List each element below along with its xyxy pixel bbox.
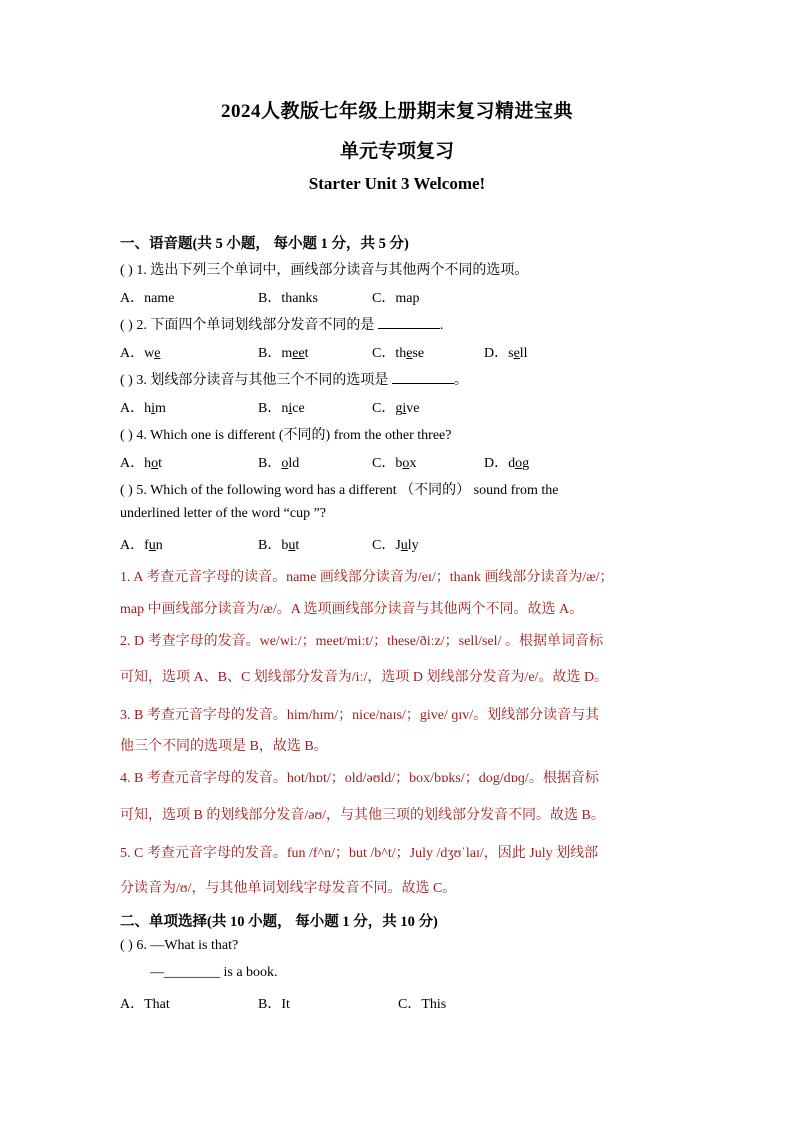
q2-option-b: B．meet [258,346,309,361]
answer-line: 他三个不同的选项是 B，故选 B。 [120,739,328,754]
answer-line: map 中画线部分读音为/æ/。A 选项画线部分读音与其他两个不同。故选 A。 [120,602,584,617]
q1-option-b: B．thanks [258,291,318,306]
question-4-stem: ( ) 4. Which one is different (不同的) from the other three? [120,428,452,443]
answer-line: 2. D 考查字母的发音。we/wiː/；meet/miːt/；these/ðiːz/；sell/sel/ 。根据单词音标 [120,634,603,649]
q6-option-c: C．This [398,997,447,1012]
question-6-line2: —________ is a book. [150,965,278,980]
question-5-stem-line1: ( ) 5. Which of the following word has a different （不同的） sound from the [120,483,559,498]
section-heading-phonetics: 一、语音题(共 5 小题， 每小题 1 分，共 5 分) [120,236,409,252]
q5-option-c: C．July [372,538,419,553]
unit-title: Starter Unit 3 Welcome! [308,174,486,193]
q2-option-d: D．sell [484,346,528,361]
question-3-stem [120,369,468,389]
question-5-stem-line2: underlined letter of the word “cup ”? [120,506,327,521]
q3-stem-text: ( ) 3. 划线部分读音与其他三个不同的选项是 [120,373,392,388]
q2-stem-end: . [439,318,444,333]
document-title: 2024人教版七年级上册期末复习精进宝典 [220,101,573,122]
q3-option-a: A．him [120,401,166,416]
question-6-stem: ( ) 6. —What is that? [120,938,239,953]
q3-answer-blank [392,371,454,384]
q1-option-c: C．map [372,291,420,306]
q4-option-d: D．dog [484,456,530,471]
q5-option-a: A．fun [120,538,163,553]
answer-line: 3. B 考查元音字母的发音。him/hɪm/；nice/naɪs/；give/ ɡɪv/。划线部分读音与其 [120,708,600,723]
question-2-stem [120,314,443,334]
answer-line: 5. C 考查元音字母的发音。fun /f^n/；but /b^t/；July /dʒʊˈlaɪ/，因此 July 划线部 [120,846,599,861]
answer-line: 可知，选项 A、B、C 划线部分发音为/iː/，选项 D 划线部分发音为/e/。故选 D。 [120,670,609,685]
q2-stem-text: ( ) 2. 下面四个单词划线部分发音不同的是 [120,318,378,333]
answer-line: 1. A 考查元音字母的读音。name 画线部分读音为/eɪ/；thank 画线部分读音为/æ/； [120,570,614,585]
answer-line: 分读音为/ʊ/，与其他单词划线字母发音不同。故选 C。 [120,881,457,896]
section-heading-single-choice: 二、单项选择(共 10 小题， 每小题 1 分，共 10 分) [120,914,438,930]
q2-option-c: C．these [372,346,425,361]
q1-option-a: A．name [120,291,175,306]
q3-stem-end: 。 [453,373,468,388]
q3-option-b: B．nice [258,401,305,416]
q4-option-a: A．hot [120,456,163,471]
q4-option-b: B．old [258,456,300,471]
answer-line: 可知，选项 B 的划线部分发音/əʊ/，与其他三项的划线部分发音不同。故选 B。 [120,808,605,823]
q3-option-c: C．give [372,401,420,416]
q6-option-a: A．That [120,997,170,1012]
q4-option-c: C．box [372,456,417,471]
answer-line: 4. B 考查元音字母的发音。hot/hɒt/；old/əʊld/；box/bɒks/；dog/dɒɡ/。根据音标 [120,771,599,786]
question-1-stem: ( ) 1. 选出下列三个单词中，画线部分读音与其他两个不同的选项。 [120,263,529,278]
q2-option-a: A．we [120,346,161,361]
document-subtitle: 单元专项复习 [339,141,454,162]
q5-option-b: B．but [258,538,300,553]
q6-option-b: B．It [258,997,290,1012]
q2-answer-blank [378,316,440,329]
